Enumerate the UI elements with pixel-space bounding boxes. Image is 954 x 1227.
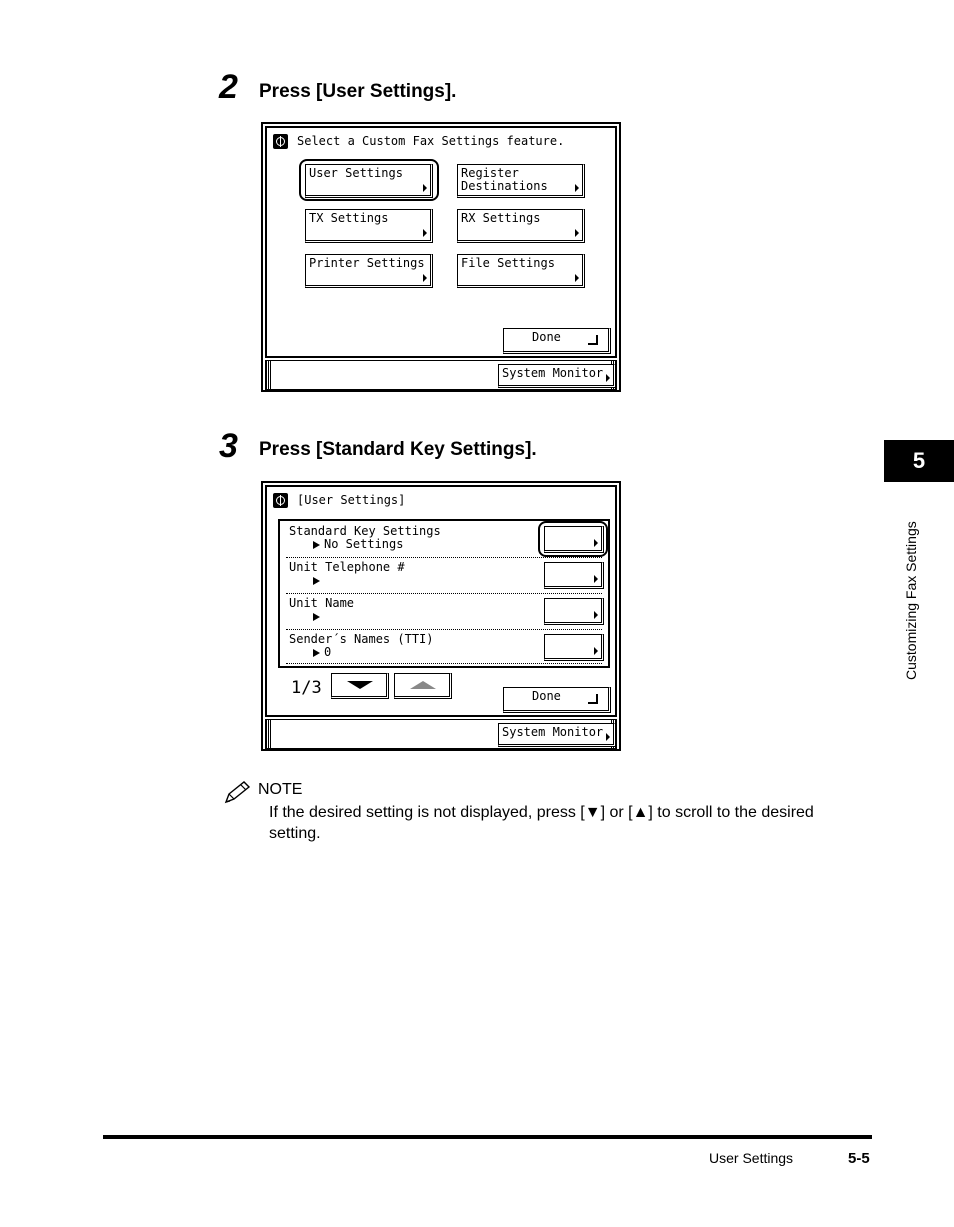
footer-rule	[103, 1135, 872, 1139]
arrow-right-icon	[423, 229, 427, 237]
pencil-icon	[222, 780, 252, 806]
arrow-right-icon	[423, 184, 427, 192]
globe-icon	[273, 493, 288, 508]
triangle-up-icon	[396, 674, 450, 696]
arrow-right-icon	[575, 229, 579, 237]
row-label: Sender´s Names (TTI)	[289, 632, 434, 646]
step-instruction: Press [User Settings].	[259, 81, 457, 102]
standard-key-settings-button[interactable]	[544, 526, 604, 553]
row-divider	[286, 593, 602, 594]
triangle-right-icon	[313, 613, 320, 621]
triangle-down-icon	[333, 674, 387, 696]
rx-settings-button[interactable]	[457, 209, 585, 243]
button-label: System Monitor	[502, 366, 604, 380]
status-bar-edge	[266, 720, 271, 748]
triangle-right-icon	[313, 649, 320, 657]
triangle-right-icon	[313, 577, 320, 585]
arrow-right-icon	[594, 539, 598, 547]
arrow-right-icon	[594, 647, 598, 655]
arrow-right-icon	[575, 274, 579, 282]
done-button[interactable]	[503, 687, 611, 713]
tx-settings-button[interactable]	[305, 209, 433, 243]
row-divider	[286, 663, 602, 664]
button-label: User Settings	[309, 166, 403, 180]
row-value-text: No Settings	[324, 537, 404, 551]
step-number: 3	[219, 427, 238, 465]
row-label: Standard Key Settings	[289, 524, 441, 538]
return-icon	[588, 694, 598, 704]
note-text: If the desired setting is not displayed, press [▼] or [▲] to scroll to the desired setting.	[269, 804, 814, 842]
unit-telephone-button[interactable]	[544, 562, 604, 589]
step-instruction: Press [Standard Key Settings].	[259, 439, 537, 460]
button-label: File Settings	[461, 256, 555, 270]
screen-main-panel	[265, 126, 617, 358]
unit-name-button[interactable]	[544, 598, 604, 625]
done-button[interactable]	[503, 328, 611, 354]
scroll-down-button[interactable]	[331, 673, 389, 699]
row-value	[313, 610, 324, 623]
row-value-text: 0	[324, 645, 332, 659]
screen-custom-fax-settings	[261, 122, 621, 392]
row-divider	[286, 629, 602, 630]
user-settings-button[interactable]	[305, 164, 433, 198]
scroll-up-button[interactable]	[394, 673, 452, 699]
screen-main-panel	[265, 485, 617, 717]
arrow-right-icon	[606, 374, 610, 382]
button-label: RX Settings	[461, 211, 541, 225]
status-bar	[265, 719, 617, 749]
arrow-right-icon	[594, 575, 598, 583]
chapter-title: Customizing Fax Settings	[903, 521, 919, 680]
page-number: 5-5	[848, 1150, 870, 1167]
arrow-right-icon	[575, 184, 579, 192]
screen-header: Select a Custom Fax Settings feature.	[297, 134, 565, 148]
senders-names-button[interactable]	[544, 634, 604, 661]
arrow-right-icon	[423, 274, 427, 282]
printer-settings-button[interactable]	[305, 254, 433, 288]
button-label: TX Settings	[309, 211, 389, 225]
chapter-tab: 5	[884, 440, 954, 482]
button-label: Printer Settings	[309, 256, 425, 270]
system-monitor-button[interactable]	[498, 364, 616, 388]
row-label: Unit Telephone #	[289, 560, 405, 574]
button-label: System Monitor	[502, 725, 604, 739]
button-label: Done	[532, 330, 561, 344]
footer-section: User Settings	[709, 1150, 794, 1166]
row-value	[313, 646, 331, 659]
return-icon	[588, 335, 598, 345]
arrow-right-icon	[594, 611, 598, 619]
globe-icon	[273, 134, 288, 149]
step-number: 2	[219, 68, 238, 106]
system-monitor-button[interactable]	[498, 723, 616, 747]
button-label: Register Destinations	[461, 166, 548, 193]
triangle-right-icon	[313, 541, 320, 549]
settings-list	[278, 519, 610, 668]
page-indicator: 1/3	[291, 678, 322, 698]
row-label: Unit Name	[289, 596, 355, 610]
file-settings-button[interactable]	[457, 254, 585, 288]
row-value	[313, 538, 403, 551]
arrow-right-icon	[606, 733, 610, 741]
row-value	[313, 574, 324, 587]
screen-header: [User Settings]	[297, 493, 406, 507]
note-heading: NOTE	[258, 781, 303, 798]
register-destinations-button[interactable]	[457, 164, 585, 198]
status-bar	[265, 360, 617, 390]
row-divider	[286, 557, 602, 558]
status-bar-edge	[266, 361, 271, 389]
screen-user-settings	[261, 481, 621, 751]
button-label: Done	[532, 689, 561, 703]
